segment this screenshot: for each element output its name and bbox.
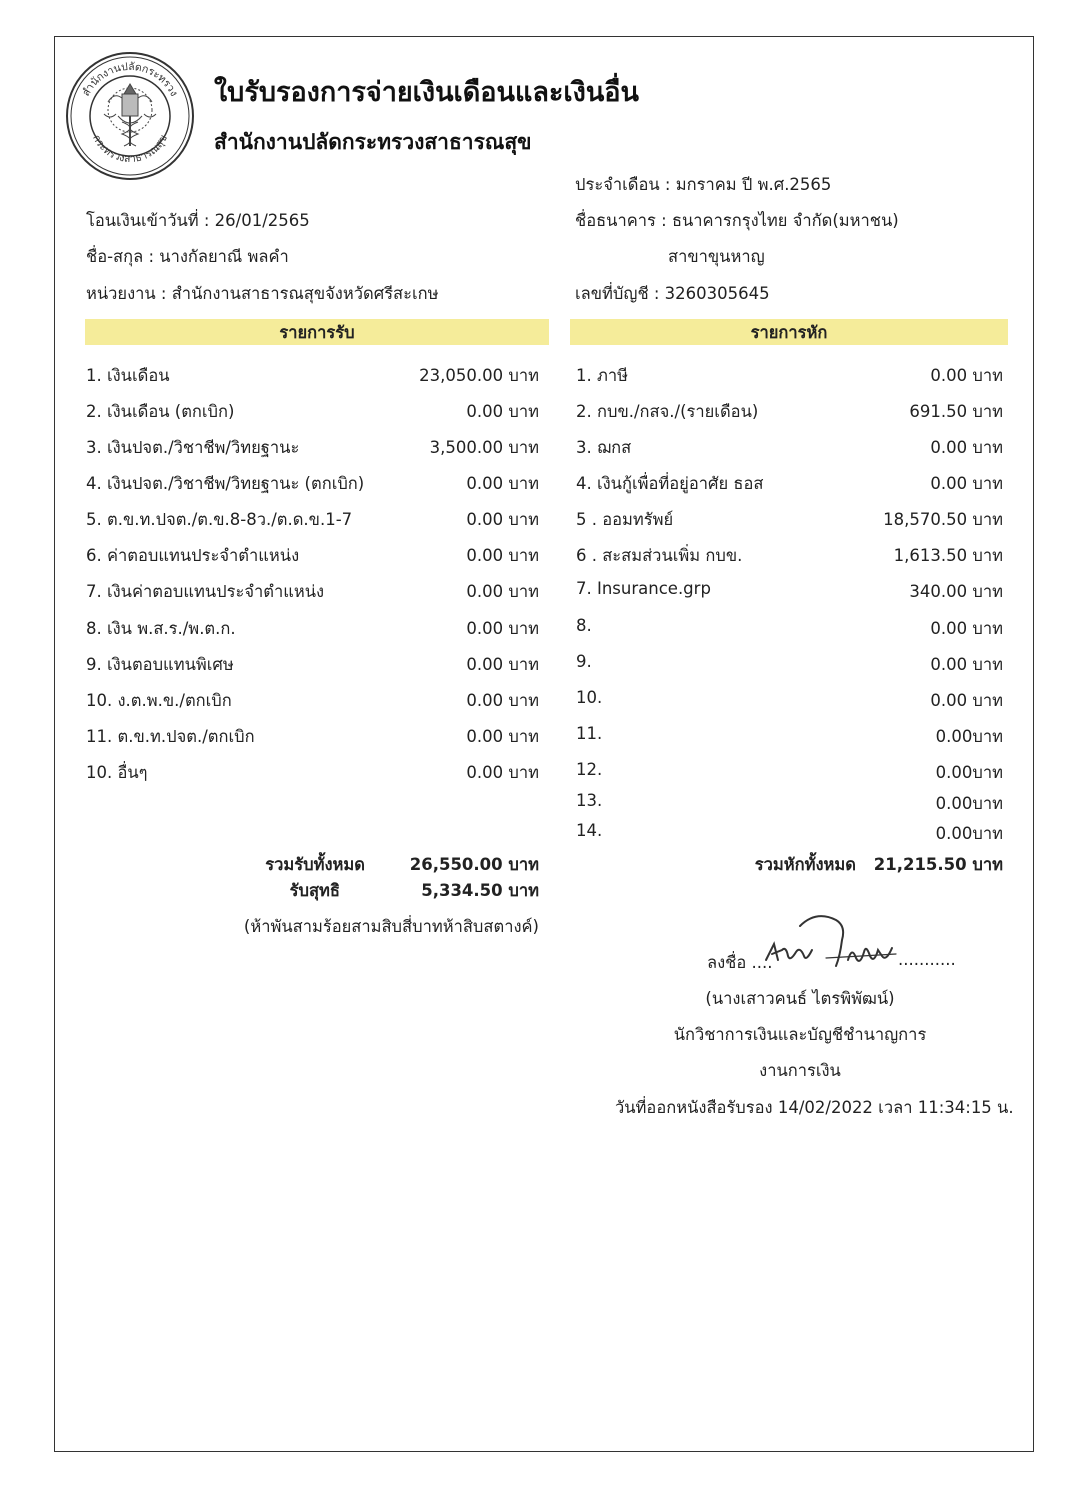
deduction-item-label: 7. Insurance.grp: [576, 579, 711, 598]
deduction-item-amount: 0.00บาท: [935, 727, 1003, 746]
income-item-amount: 0.00 บาท: [466, 582, 539, 601]
income-item-amount: 0.00 บาท: [466, 619, 539, 638]
deduction-item-label: 9.: [576, 652, 592, 671]
income-item-label: 7. เงินค่าตอบแทนประจำตำแหน่ง: [86, 582, 325, 601]
income-item-amount: 0.00 บาท: [466, 510, 539, 529]
department: หน่วยงาน : สำนักงานสาธารณสุขจังหวัดศรีสะเกษ: [86, 284, 439, 303]
issue-datetime: วันที่ออกหนังสือรับรอง 14/02/2022 เวลา 11:34:15 น.: [615, 1098, 1014, 1117]
income-item-amount: 3,500.00 บาท: [429, 438, 539, 457]
deduction-item-amount: 0.00 บาท: [930, 691, 1003, 710]
income-item-amount: 0.00 บาท: [466, 402, 539, 421]
account-number: เลขที่บัญชี : 3260305645: [575, 284, 770, 303]
income-total-amount: 26,550.00 บาท: [409, 855, 539, 874]
income-item-label: 10. ง.ต.พ.ข./ตกเบิก: [86, 691, 232, 710]
income-item-label: 3. เงินปจต./วิชาชีพ/วิทยฐานะ: [86, 438, 300, 457]
income-item-label: 8. เงิน พ.ส.ร./พ.ต.ก.: [86, 619, 236, 638]
deduction-item-label: 11.: [576, 724, 603, 743]
sign-prefix: ลงชื่อ ....: [707, 953, 773, 972]
deductions-total-amount: 21,215.50 บาท: [873, 855, 1003, 874]
income-total-label: รวมรับทั้งหมด: [265, 855, 365, 874]
income-item-label: 4. เงินปจต./วิชาชีพ/วิทยฐานะ (ตกเบิก): [86, 474, 365, 493]
seal-text-top: สำนักงานปลัดกระทรวง: [80, 60, 180, 99]
deduction-item-amount: 0.00 บาท: [930, 619, 1003, 638]
deduction-item-amount: 1,613.50 บาท: [893, 546, 1003, 565]
deduction-item-label: 13.: [576, 791, 603, 810]
income-item-label: 10. อื่นๆ: [86, 763, 148, 782]
income-item-amount: 0.00 บาท: [466, 691, 539, 710]
bank-branch: สาขาขุนหาญ: [668, 247, 765, 266]
bank-name: ชื่อธนาคาร : ธนาคารกรุงไทย จำกัด(มหาชน): [575, 211, 899, 230]
deduction-item-amount: 18,570.50 บาท: [883, 510, 1003, 529]
income-item-label: 9. เงินตอบแทนพิเศษ: [86, 655, 234, 674]
income-item-amount: 0.00 บาท: [466, 655, 539, 674]
net-pay-in-words: (ห้าพันสามร้อยสามสิบสี่บาทห้าสิบสตางค์): [243, 917, 539, 936]
income-item-label: 5. ต.ข.ท.ปจต./ต.ข.8-8ว./ต.ด.ข.1-7: [86, 510, 353, 529]
document-title: ใบรับรองการจ่ายเงินเดือนและเงินอื่น: [214, 77, 639, 108]
signer-name: (นางเสาวคนธ์ ไตรพิพัฒน์): [705, 989, 895, 1008]
deduction-item-label: 5 . ออมทรัพย์: [576, 510, 674, 529]
deduction-item-label: 3. ฌกส: [576, 438, 632, 457]
deduction-item-amount: 0.00 บาท: [930, 366, 1003, 385]
income-item-amount: 0.00 บาท: [466, 763, 539, 782]
deduction-item-amount: 0.00 บาท: [930, 474, 1003, 493]
deductions-header: รายการหัก: [570, 319, 1008, 345]
deduction-item-label: 6 . สะสมส่วนเพิ่ม กบข.: [576, 546, 743, 565]
income-item-amount: 0.00 บาท: [466, 546, 539, 565]
deduction-item-amount: 691.50 บาท: [909, 402, 1003, 421]
signer-position: นักวิชาการเงินและบัญชีชำนาญการ: [673, 1025, 927, 1044]
deduction-item-amount: 0.00บาท: [935, 763, 1003, 782]
sign-dots: ...........: [898, 950, 956, 969]
deduction-item-amount: 0.00บาท: [935, 794, 1003, 813]
income-header: รายการรับ: [85, 319, 549, 345]
net-pay-label: รับสุทธิ: [289, 881, 340, 900]
document-subtitle: สำนักงานปลัดกระทรวงสาธารณสุข: [214, 130, 532, 154]
deduction-item-label: 1. ภาษี: [576, 366, 629, 385]
deduction-item-label: 8.: [576, 616, 592, 635]
income-item-amount: 23,050.00 บาท: [419, 366, 539, 385]
deduction-item-label: 14.: [576, 821, 603, 840]
handwritten-signature: [756, 910, 906, 970]
transfer-date: โอนเงินเข้าวันที่ : 26/01/2565: [86, 211, 310, 230]
deduction-item-amount: 0.00บาท: [935, 824, 1003, 843]
income-item-label: 2. เงินเดือน (ตกเบิก): [86, 402, 235, 421]
deduction-item-label: 12.: [576, 760, 603, 779]
income-item-label: 6. ค่าตอบแทนประจำตำแหน่ง: [86, 546, 300, 565]
income-item-amount: 0.00 บาท: [466, 727, 539, 746]
deductions-total-label: รวมหักทั้งหมด: [754, 855, 856, 874]
signer-unit: งานการเงิน: [759, 1061, 841, 1080]
deduction-item-label: 10.: [576, 688, 603, 707]
deduction-item-label: 4. เงินกู้เพื่อที่อยู่อาศัย ธอส: [576, 474, 764, 493]
deduction-item-amount: 0.00 บาท: [930, 438, 1003, 457]
deduction-item-amount: 340.00 บาท: [909, 582, 1003, 601]
ministry-seal-logo: [64, 50, 196, 182]
deduction-item-amount: 0.00 บาท: [930, 655, 1003, 674]
month-line: ประจำเดือน : มกราคม ปี พ.ศ.2565: [575, 175, 832, 194]
employee-name: ชื่อ-สกุล : นางกัลยาณี พลคำ: [86, 247, 289, 266]
income-item-amount: 0.00 บาท: [466, 474, 539, 493]
seal-text-bottom: กระทรวงสาธารณสุข: [90, 132, 170, 166]
deduction-item-label: 2. กบข./กสจ./(รายเดือน): [576, 402, 759, 421]
income-item-label: 1. เงินเดือน: [86, 366, 170, 385]
net-pay-amount: 5,334.50 บาท: [421, 881, 539, 900]
income-item-label: 11. ต.ข.ท.ปจต./ตกเบิก: [86, 727, 255, 746]
